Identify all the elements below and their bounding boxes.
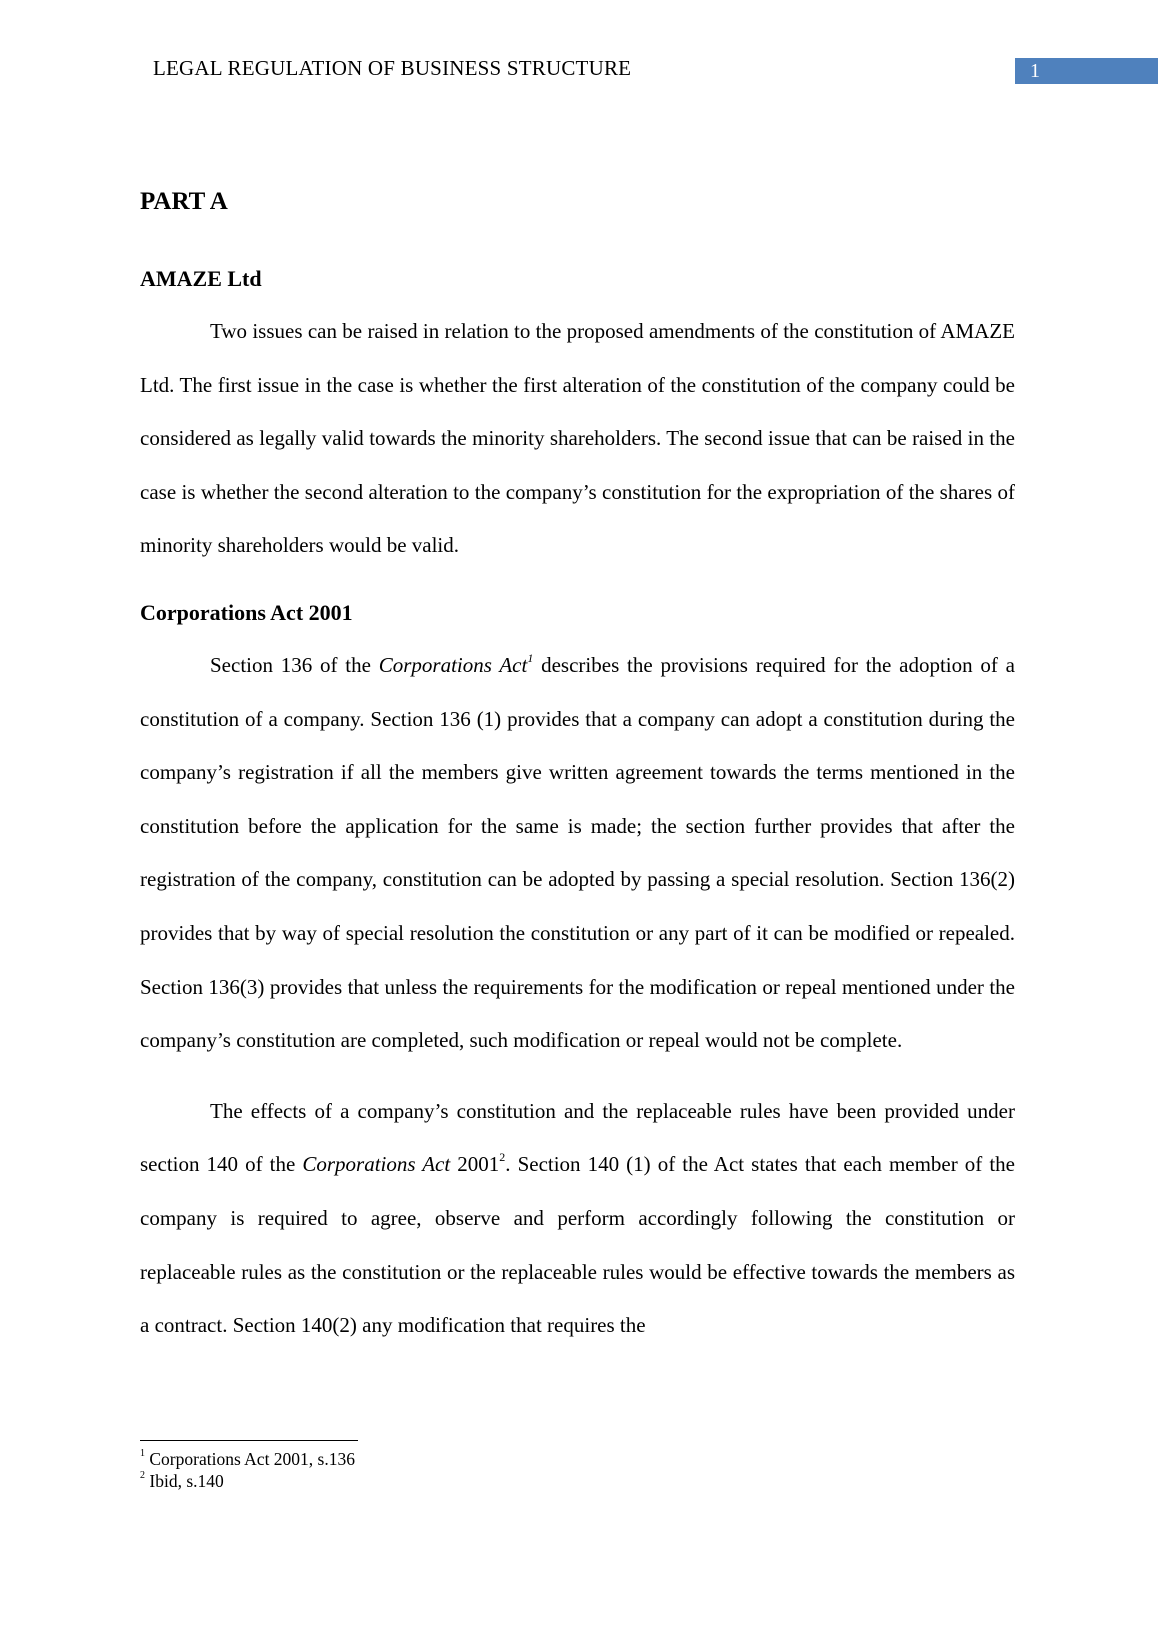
page-number: 1	[1030, 60, 1040, 82]
paragraph-issues: Two issues can be raised in relation to the proposed amendments of the constitution of AMAZE Ltd. The first issue in the case is whether the first alteration of the constitution of the company could be considered as legally valid towards the minority shareholders. The second issue that can be raised in the case is whether the second alteration to the company’s constitution for the expropriation of the shares of minority shareholders would be valid.	[140, 319, 1015, 558]
p1-italic-act: Corporations Act	[378, 652, 528, 677]
p2-year: 2001	[450, 1152, 500, 1177]
footnote-1-mark: 1	[140, 1448, 145, 1460]
p2-rest: . Section 140 (1) of the Act states that each member of the company is required to agree, observe and perform accordingly following the constitution or replaceable rules as the constitution or the replaceable rules would be effective towards the members as a contract. Section 140(2) any modification that requires the	[140, 1152, 1015, 1338]
footnote-2-text: Ibid, s.140	[145, 1471, 224, 1491]
footnotes	[140, 1448, 355, 1492]
footnote-ref-2: 2	[499, 1150, 506, 1165]
part-title: PART A	[140, 188, 228, 215]
body-content	[140, 184, 1015, 1353]
section-heading-corporations-act: Corporations Act 2001	[140, 599, 353, 625]
footnote-ref-1: 1	[527, 650, 534, 665]
p1-start: Section 136 of the	[210, 652, 379, 677]
footnote-1-text: Corporations Act 2001, s.136	[145, 1449, 355, 1469]
page-number-badge	[1015, 58, 1158, 84]
p1-rest: describes the provisions required for the adoption of a constitution of a company. Section 136 (1) provides that a company can adopt a constitution during the company’s registration if all the members give written agreement towards the terms mentioned in the constitution before the application for the same is made; the section further provides that after the registration of the company, constitution can be adopted by passing a special resolution. Section 136(2) provides that by way of special resolution the constitution or any part of it can be modified or repealed. Section 136(3) provides that unless the requirements for the modification or repeal mentioned under the company’s constitution are completed, such modification or repeal would not be complete.	[140, 652, 1016, 1053]
paragraph-section-140	[140, 1085, 1015, 1353]
footnote-separator	[140, 1440, 358, 1441]
footnote-2	[140, 1470, 355, 1492]
running-header-title: LEGAL REGULATION OF BUSINESS STRUCTURE	[153, 56, 632, 80]
p2-start: The effects of a company’s constitution and the replaceable rules have been provided under section 140 of the	[140, 1098, 1015, 1177]
paragraph-section-136	[140, 639, 1015, 1068]
footnote-2-mark: 2	[140, 1470, 145, 1482]
section-heading-amaze: AMAZE Ltd	[140, 266, 262, 291]
footnote-1	[140, 1448, 355, 1470]
p2-italic-act: Corporations Act	[302, 1152, 451, 1177]
